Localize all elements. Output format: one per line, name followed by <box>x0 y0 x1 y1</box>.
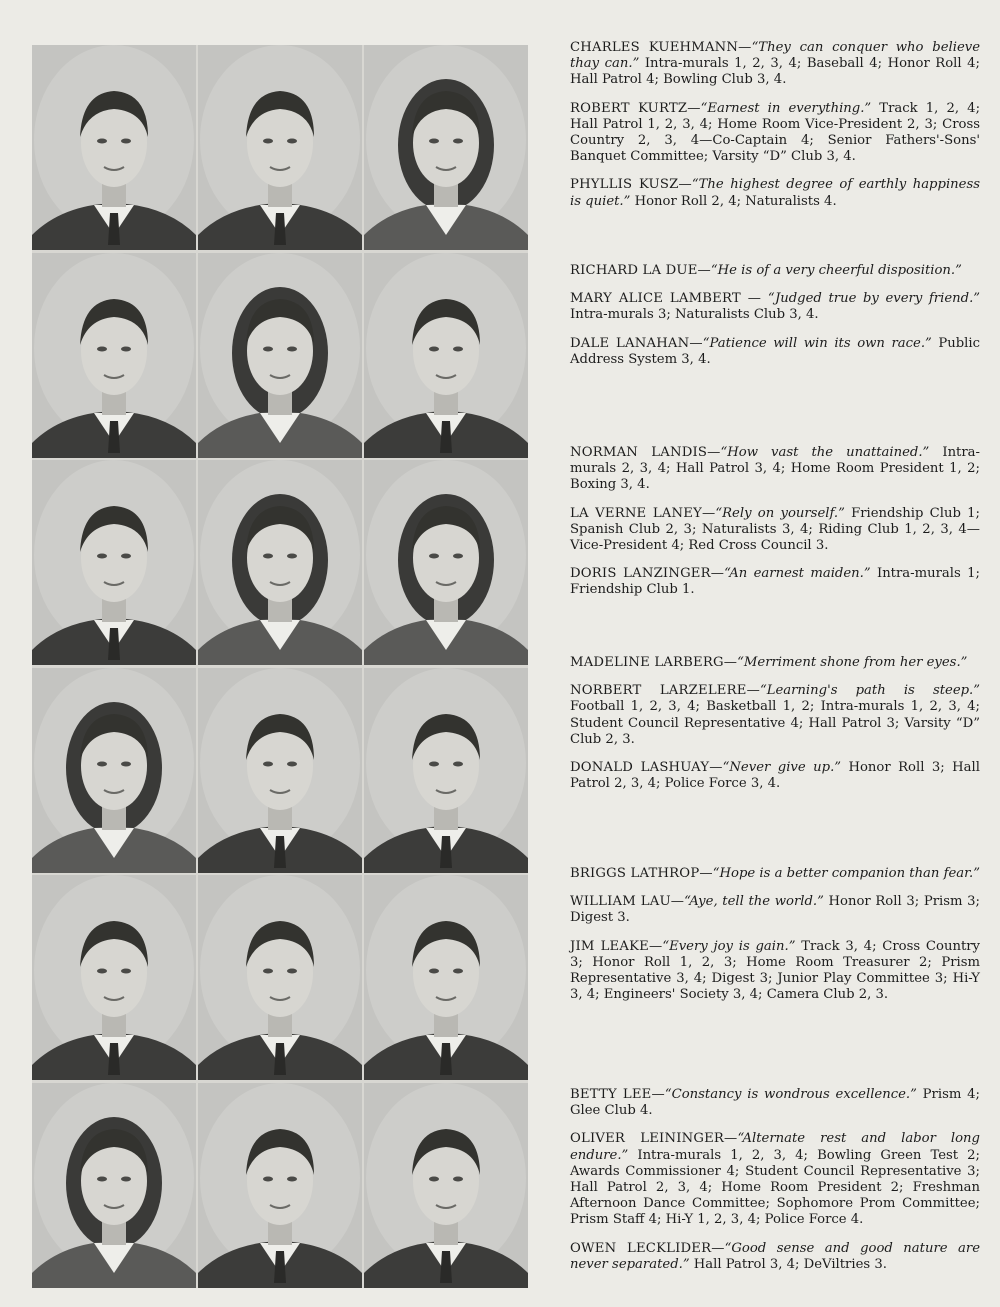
portrait-silhouette <box>364 1083 528 1288</box>
portrait-photo-mary-alice-lambert <box>198 253 362 458</box>
portrait-silhouette <box>364 668 528 873</box>
bio-entry <box>570 760 980 792</box>
bio-activities: Intra-murals 1, 2, 3, 4; Baseball 4; Honor Roll 4; Hall Patrol 4; Bowling Club 3, 4. <box>570 56 980 88</box>
portrait-photo-phyllis-kusz <box>364 45 528 250</box>
bio-quote: “Hope is a better companion than fear.” <box>712 866 980 881</box>
portrait-silhouette <box>364 460 528 665</box>
portrait-silhouette <box>198 875 362 1080</box>
portrait-photo-madeline-larberg <box>32 668 196 873</box>
bio-name: JIM LEAKE— <box>570 938 663 954</box>
bio-name: PHYLLIS KUSZ— <box>570 177 692 193</box>
bio-quote: “The highest degree of earthly happiness is quiet.” <box>570 177 980 209</box>
bio-activities: Hall Patrol 3, 4; DeViltries 3. <box>689 1256 887 1272</box>
bio-name: MARY ALICE LAMBERT — <box>570 291 768 307</box>
portrait-silhouette <box>198 460 362 665</box>
portrait-photo-la-verne-laney <box>198 460 362 665</box>
bio-name: BETTY LEE— <box>570 1087 665 1102</box>
bio-activities: Prism 4; Glee Club 4. <box>570 1087 980 1119</box>
bio-name: LA VERNE LANEY— <box>570 505 716 521</box>
bio-quote: “Merriment shone from her eyes.” <box>737 655 968 670</box>
bio-quote: “Every joy is gain.” <box>662 938 796 954</box>
bio-group-row-5 <box>570 866 980 1015</box>
bio-quote: “Alternate rest and labor long endure.” <box>570 1131 980 1163</box>
bio-name: RICHARD LA DUE— <box>570 263 711 278</box>
bio-name: MADELINE LARBERG— <box>570 655 738 670</box>
bio-activities: Intra-murals 3; Naturalists Club 3, 4. <box>570 307 819 323</box>
bio-entry <box>570 566 980 598</box>
portrait-silhouette <box>364 875 528 1080</box>
portrait-silhouette <box>32 1083 196 1288</box>
portrait-photo-doris-lanzinger <box>364 460 528 665</box>
bio-quote: “Rely on yourself.” <box>715 505 845 521</box>
portrait-photo-oliver-leininger <box>198 1083 362 1288</box>
bio-activities: Friendship Club 1; Spanish Club 2, 3; Naturalists 3, 4; Riding Club 1, 2, 3, 4—Vice-President 4; Red Cross Council 3. <box>570 505 981 554</box>
bio-quote: “Aye, tell the world.” <box>684 894 824 910</box>
bio-name: CHARLES KUEHMANN— <box>570 40 752 55</box>
bio-name: WILLIAM LAU— <box>570 894 685 910</box>
bio-quote: “An earnest maiden.” <box>724 566 871 582</box>
bio-entry <box>570 263 980 279</box>
bio-entry <box>570 336 980 368</box>
bio-quote: “Earnest in everything.” <box>700 100 872 116</box>
portrait-silhouette <box>32 45 196 250</box>
bio-entry <box>570 1131 980 1228</box>
bio-entry <box>570 1241 980 1273</box>
bio-entry <box>570 1087 980 1119</box>
bio-activities: Track 3, 4; Cross Country 3; Honor Roll 1, 2, 3; Home Room Treasurer 2; Prism Representative 3, 4; Digest 3; Junior Play Committee 3; Hi-Y 3, 4; Engineers' Society 3, 4; Camera Club 2, 3. <box>570 938 980 1003</box>
bio-name: OWEN LECKLIDER— <box>570 1240 725 1256</box>
bio-entry <box>570 291 980 323</box>
bio-group-row-1 <box>570 40 980 222</box>
bio-activities: Intra-murals 1; Friendship Club 1. <box>570 566 980 598</box>
portrait-photo-robert-kurtz <box>198 45 362 250</box>
bio-group-row-6 <box>570 1087 980 1285</box>
bio-name: DORIS LANZINGER— <box>570 566 725 582</box>
portrait-photo-richard-la-due <box>32 253 196 458</box>
portrait-silhouette <box>32 460 196 665</box>
portrait-photo-owen-lecklider <box>364 1083 528 1288</box>
bio-entry <box>570 101 980 166</box>
bio-quote: “Good sense and good nature are never separated.” <box>570 1240 980 1272</box>
portrait-photo-dale-lanahan <box>364 253 528 458</box>
portrait-photo-william-lau <box>198 875 362 1080</box>
bio-entry <box>570 506 980 555</box>
bio-quote: “They can conquer who believe thay can.” <box>570 40 981 72</box>
bio-activities: Intra-murals 2, 3, 4; Hall Patrol 3, 4; Home Room President 1, 2; Boxing 3, 4. <box>570 445 980 493</box>
bio-activities: Honor Roll 3; Hall Patrol 2, 3, 4; Police Force 3, 4. <box>570 760 980 792</box>
bio-group-row-4 <box>570 655 980 804</box>
bio-name: ROBERT KURTZ— <box>570 100 701 116</box>
bio-entry <box>570 894 980 926</box>
bio-activities: Football 1, 2, 3, 4; Basketball 1, 2; Intra-murals 1, 2, 3, 4; Student Council Representative 4; Hall Patrol 3; Varsity “D” Club 2, 3. <box>570 699 980 747</box>
portrait-silhouette <box>364 253 528 458</box>
portrait-grid <box>32 45 528 1288</box>
bio-name: DONALD LASHUAY— <box>570 760 723 776</box>
bio-quote: “Never give up.” <box>722 760 842 776</box>
bio-activities: Public Address System 3, 4. <box>570 335 980 367</box>
portrait-photo-betty-lee <box>32 1083 196 1288</box>
portrait-silhouette <box>198 668 362 873</box>
portrait-photo-jim-leake <box>364 875 528 1080</box>
portrait-silhouette <box>32 875 196 1080</box>
bio-entry <box>570 655 980 671</box>
bio-name: BRIGGS LATHROP— <box>570 866 713 881</box>
bio-name: DALE LANAHAN— <box>570 335 703 351</box>
bio-entry <box>570 40 980 89</box>
portrait-photo-donald-lashuay <box>364 668 528 873</box>
bio-entry <box>570 939 980 1004</box>
bio-group-row-2 <box>570 263 980 380</box>
portrait-photo-norman-landis <box>32 460 196 665</box>
bio-name: NORMAN LANDIS— <box>570 445 721 460</box>
bio-group-row-3 <box>570 445 980 611</box>
bio-quote: “Judged true by every friend.” <box>767 291 980 307</box>
bio-activities: Honor Roll 3; Prism 3; Digest 3. <box>570 894 980 926</box>
bio-entry <box>570 445 980 494</box>
bio-activities: Intra-murals 1, 2, 3, 4; Bowling Green Test 2; Awards Commissioner 4; Student Council Representative 3; Hall Patrol 2, 3, 4; Home Room President 2; Freshman Afternoon Dance Committee; Sophomore Prom Committee; Prism Staff 4; Hi-Y 1, 2, 3, 4; Police Force 4. <box>570 1147 980 1228</box>
portrait-silhouette <box>198 253 362 458</box>
portrait-silhouette <box>198 45 362 250</box>
bio-activities: Honor Roll 2, 4; Naturalists 4. <box>630 193 837 209</box>
bio-quote: “Patience will win its own race.” <box>702 335 932 351</box>
portrait-silhouette <box>198 1083 362 1288</box>
portrait-silhouette <box>32 668 196 873</box>
bio-entry <box>570 683 980 748</box>
portrait-photo-norbert-larzelere <box>198 668 362 873</box>
bio-entry <box>570 177 980 209</box>
bio-quote: “Constancy is wondrous excellence.” <box>664 1087 917 1102</box>
portrait-photo-charles-kuehmann <box>32 45 196 250</box>
bio-quote: “He is of a very cheerful disposition.” <box>710 263 962 278</box>
bio-activities: Track 1, 2, 4; Hall Patrol 1, 2, 3, 4; Home Room Vice-President 2, 3; Cross Country 2, 3, 4—Co-Captain 4; Senior Fathers'-Sons' Banquet Committee; Varsity “D” Club 3, 4. <box>570 100 981 165</box>
bio-quote: “Learning's path is steep.” <box>759 683 980 699</box>
bio-entry <box>570 866 980 882</box>
bio-quote: “How vast the unattained.” <box>720 445 930 460</box>
bio-name: NORBERT LARZELERE— <box>570 683 760 699</box>
portrait-silhouette <box>364 45 528 250</box>
portrait-silhouette <box>32 253 196 458</box>
portrait-photo-briggs-lathrop <box>32 875 196 1080</box>
bio-name: OLIVER LEININGER— <box>570 1131 738 1147</box>
